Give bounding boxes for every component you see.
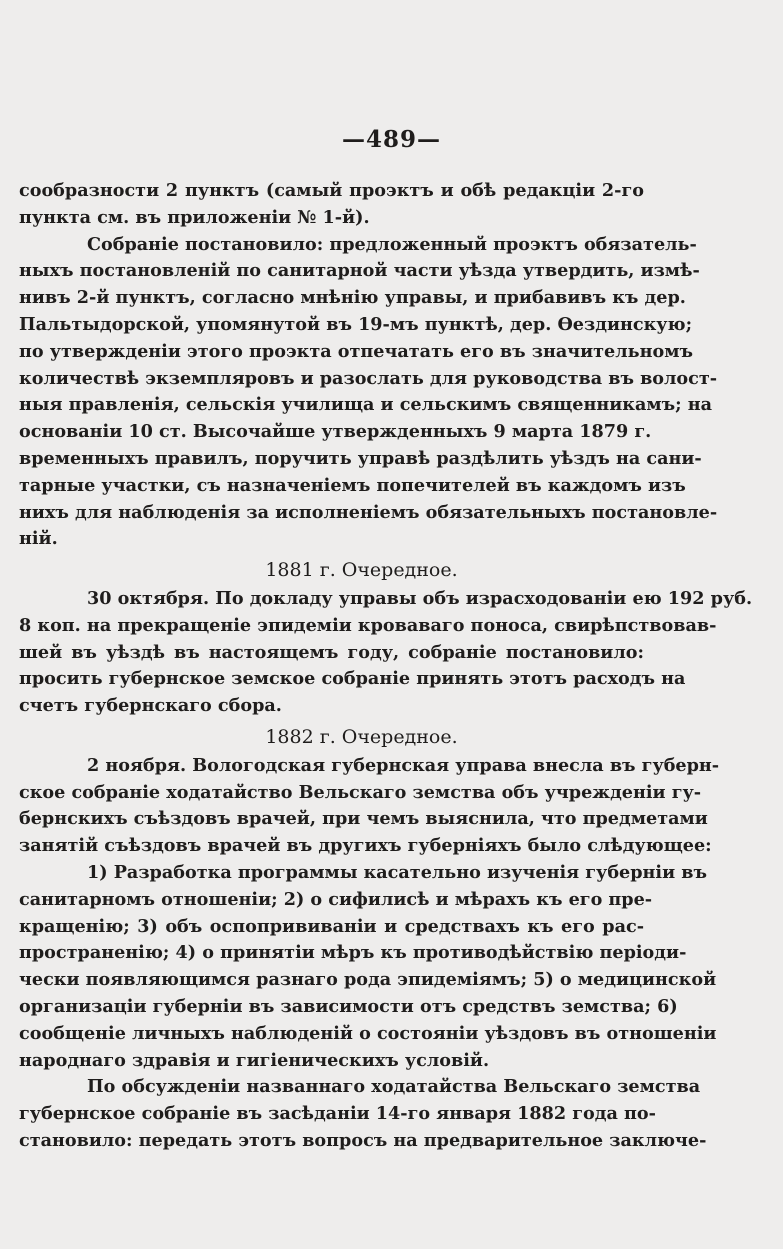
text-line: ній. [19, 528, 58, 550]
document-body [19, 178, 753, 1155]
text-line: занятій съѣздовъ врачей въ другихъ губерніяхъ было слѣдующее: [19, 835, 712, 857]
text-line: По обсужденіи названнаго ходатайства Вельскаго земства [87, 1076, 701, 1098]
text-line: основаніи 10 ст. Высочайше утвержденныхъ 9 марта 1879 г. [19, 421, 652, 443]
text-line: сообразности 2 пунктъ (самый проэктъ и обѣ редакціи 2-го [19, 180, 644, 201]
page-number: —489— [341, 126, 441, 153]
text-line: санитарномъ отношеніи; 2) о сифилисѣ и мѣрахъ къ его пре- [19, 888, 653, 910]
text-line: губернское собраніе въ засѣданіи 14-го января 1882 года по- [19, 1103, 656, 1125]
text-line: нихъ для наблюденія за исполненіемъ обязательныхъ постановле- [19, 501, 718, 523]
text-line: счетъ губернскаго сбора. [19, 695, 282, 717]
text-line: 2 ноября. Вологодская губернская управа внесла въ губерн- [87, 754, 720, 776]
text-line: Собраніе постановило: предложенный проэктъ обязатель- [87, 233, 697, 255]
text-line: становило: передать этотъ вопросъ на предварительное заключе- [19, 1129, 707, 1151]
text-line: пространенію; 4) о принятіи мѣръ къ противодѣйствію періоди- [19, 942, 687, 964]
section-heading: 1881 г. Очередное. [265, 559, 458, 582]
text-line: пункта см. въ приложеніи № 1-й). [19, 206, 370, 228]
text-line: 1) Разработка программы касательно изученія губерніи въ [87, 861, 707, 883]
text-line: 8 коп. на прекращеніе эпидеміи кроваваго поноса, свирѣпствовав- [19, 614, 717, 636]
text-line: ныя правленія, сельскія училища и сельскимъ священникамъ; на [19, 394, 713, 416]
text-line: бернскихъ съѣздовъ врачей, при чемъ выяснила, что предметами [19, 808, 708, 830]
text-line: кращенію; 3) объ оспопрививаніи и средствахъ къ его рас- [19, 915, 644, 937]
text-line: ныхъ постановленій по санитарной части уѣзда утвердить, измѣ- [19, 260, 700, 282]
text-line: количествѣ экземпляровъ и разослать для руководства въ волост- [19, 367, 718, 389]
text-line: просить губернское земское собраніе принять этотъ расходъ на [19, 668, 686, 690]
text-line: тарные участки, съ назначеніемъ попечителей въ каждомъ изъ [19, 474, 686, 496]
text-line: 30 октября. По докладу управы объ израсходованіи ею 192 руб. [87, 587, 753, 609]
text-line: сообщеніе личныхъ наблюденій о состояніи уѣздовъ въ отношеніи [19, 1022, 717, 1044]
text-line: организаціи губерніи въ зависимости отъ средствъ земства; 6) [19, 995, 678, 1017]
text-line: временныхъ правилъ, поручить управѣ раздѣлить уѣздъ на сани- [19, 447, 702, 469]
text-line: по утвержденіи этого проэкта отпечатать его въ значительномъ [19, 340, 693, 362]
text-line: нивъ 2-й пунктъ, согласно мнѣнію управы, и прибавивъ къ дер. [19, 287, 686, 309]
text-line: чески появляющимся разнаго рода эпидеміямъ; 5) о медицинской [19, 969, 717, 991]
text-line: Пальтыдорской, упомянутой въ 19-мъ пунктѣ, дер. Ѳездинскую; [19, 313, 693, 335]
text-line: народнаго здравія и гигіеническихъ условій. [19, 1049, 490, 1071]
text-line: шей въ уѣздѣ въ настоящемъ году, собраніе постановило: [19, 641, 644, 663]
section-heading: 1882 г. Очередное. [265, 725, 458, 748]
text-line: ское собраніе ходатайство Вельскаго земства объ учрежденіи гу- [19, 781, 702, 803]
